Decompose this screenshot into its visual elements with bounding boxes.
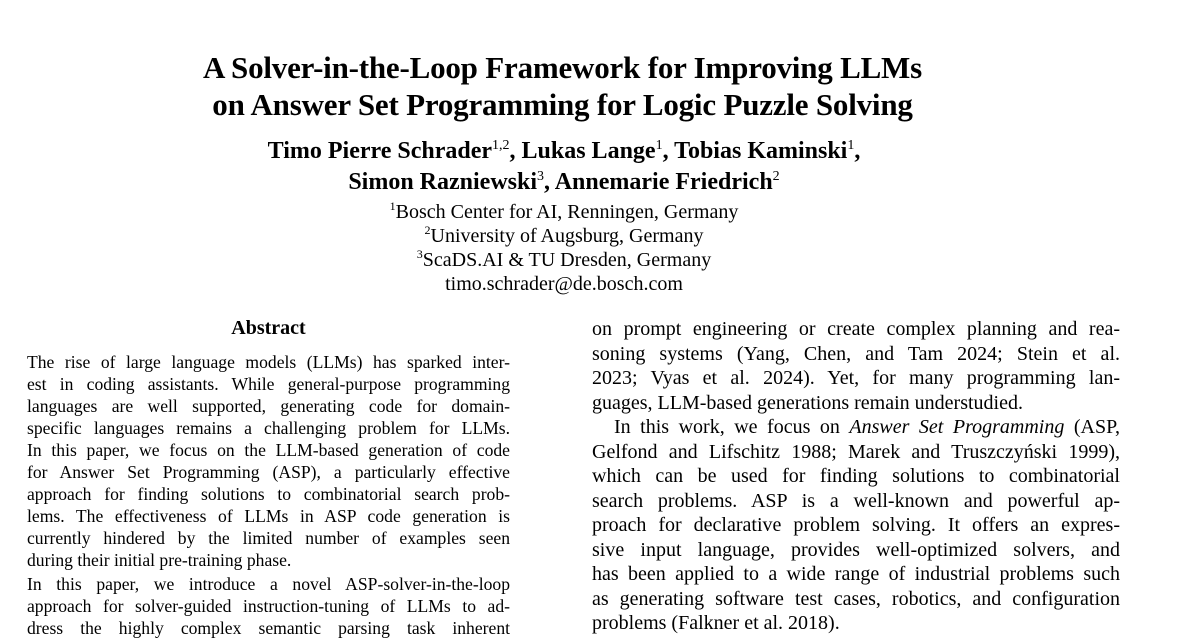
text-line: has been applied to a wide range of industrial problems such	[592, 563, 1120, 585]
title-line-2: on Answer Set Programming for Logic Puzzle Solving	[212, 87, 913, 122]
text-line: est in coding assistants. While general-purpose programming	[27, 374, 510, 394]
author-name: Lukas Lange	[521, 138, 656, 164]
affiliation-number: 3	[416, 247, 423, 261]
author-affil-mark: 1	[847, 138, 855, 153]
affiliation-text: ScaDS.AI & TU Dresden, Germany	[422, 249, 712, 271]
affiliation-list	[0, 200, 1128, 296]
text-line: approach for solver-guided instruction-tuning of LLMs to ad-	[27, 596, 510, 616]
author-affil-mark: 1,2	[492, 138, 510, 153]
text-line: specific languages remains a challenging problem for LLMs.	[27, 418, 510, 438]
text-line: 2023; Vyas et al. 2024). Yet, for many programming lan-	[592, 367, 1120, 389]
author-email: timo.schrader@de.bosch.com	[445, 273, 683, 295]
intro-paragraph-2	[592, 415, 1120, 636]
text-line: lems. The effectiveness of LLMs in ASP code generation is	[27, 506, 510, 526]
author-affil-mark: 1	[655, 138, 663, 153]
affiliation-item	[0, 200, 1128, 224]
text-line: In this paper, we introduce a novel ASP-solver-in-the-loop	[27, 574, 510, 594]
author-name: Simon Razniewski	[348, 169, 538, 195]
text-line: which can be used for finding solutions to combinatorial	[592, 465, 1120, 487]
text-run: (ASP,	[1064, 416, 1120, 438]
text-line: during their initial pre-training phase.	[27, 550, 292, 570]
author-line-1	[0, 136, 1128, 167]
text-line: sive input language, provides well-optimized solvers, and	[592, 538, 1120, 561]
emphasized-term: Answer Set Programming	[849, 416, 1065, 438]
text-line: for Answer Set Programming (ASP), a particularly effective	[27, 462, 510, 482]
author-line-2	[0, 167, 1128, 198]
author-separator: ,	[854, 138, 861, 164]
author-name: Annemarie Friedrich	[554, 169, 773, 195]
text-line: In this paper, we focus on the LLM-based generation of code	[27, 440, 510, 460]
author-affil-mark: 3	[537, 169, 545, 184]
text-line: approach for finding solutions to combinatorial search prob-	[27, 484, 510, 504]
text-line: guages, LLM-based generations remain understudied.	[592, 391, 1023, 414]
abstract-heading: Abstract	[231, 317, 306, 339]
author-list	[0, 136, 1128, 198]
text-line: languages are well supported, generating code for domain-	[27, 396, 510, 416]
text-line: soning systems (Yang, Chen, and Tam 2024; Stein et al.	[592, 342, 1120, 365]
affiliation-item	[0, 248, 1128, 272]
left-column	[27, 315, 510, 641]
text-line: The rise of large language models (LLMs) has sparked inter-	[27, 352, 510, 372]
affiliation-number: 1	[389, 199, 396, 213]
affiliation-text: Bosch Center for AI, Renningen, Germany	[395, 201, 739, 223]
text-line: Gelfond and Lifschitz 1988; Marek and Truszczyński 1999),	[592, 440, 1120, 463]
abstract-paragraph-2	[27, 573, 510, 639]
author-separator: ,	[544, 169, 555, 195]
affiliation-item	[0, 224, 1128, 248]
author-separator: ,	[662, 138, 675, 164]
affiliation-text: University of Augsburg, Germany	[430, 225, 704, 247]
affiliation-number: 2	[424, 223, 431, 237]
text-line: currently hindered by the limited number of examples seen	[27, 528, 510, 548]
right-column	[592, 317, 1120, 636]
text-line: search problems. ASP is a well-known and powerful ap-	[592, 489, 1120, 512]
author-name: Timo Pierre Schrader	[267, 138, 493, 164]
text-line	[592, 415, 1120, 440]
author-affil-mark: 2	[772, 169, 780, 184]
text-line: dress the highly complex semantic parsing task inherent	[27, 618, 510, 638]
text-line: as generating software test cases, robotics, and configuration	[592, 587, 1120, 610]
title-line-1: A Solver-in-the-Loop Framework for Improving LLMs	[203, 50, 922, 85]
text-line: proach for declarative problem solving. It offers an expres-	[592, 514, 1120, 536]
paper-title	[0, 49, 1125, 123]
intro-paragraph-1	[592, 317, 1120, 415]
abstract-paragraph-1	[27, 351, 510, 571]
text-line: on prompt engineering or create complex planning and rea-	[592, 318, 1120, 340]
text-run: In this work, we focus on	[614, 416, 850, 438]
author-separator: ,	[509, 138, 522, 164]
author-name: Tobias Kaminski	[674, 138, 848, 164]
text-line: problems (Falkner et al. 2018).	[592, 612, 840, 634]
